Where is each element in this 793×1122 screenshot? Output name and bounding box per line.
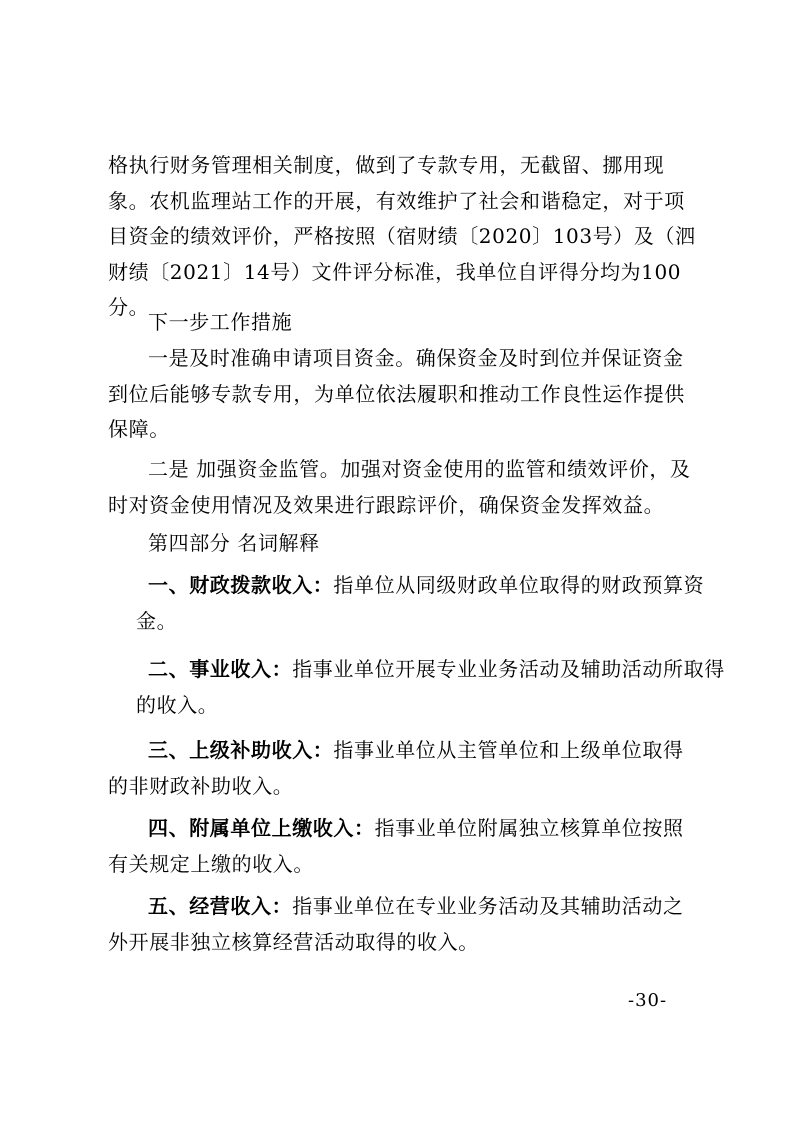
definition-text: 指单位从同级财政单位取得的财政预算资金。 — [136, 573, 705, 633]
section-heading-glossary: 第四部分 名词解释 — [148, 531, 320, 555]
definition-text: 指事业单位附属独立核算单位按照有关规定上缴的收入。 — [108, 816, 684, 876]
definition-item — [108, 889, 698, 960]
definition-term: 五、经营收入： — [148, 894, 293, 918]
section-heading-next-steps: 下一步工作措施 — [148, 310, 293, 334]
definition-item — [108, 568, 726, 639]
paragraph-performance-summary: 格执行财务管理相关制度，做到了专款专用，无截留、挪用现象。农机监理站工作的开展，有效维护了社会和谐稳定，对于项目资金的绩效评价，严格按照（宿财绩〔2020〕103号）及（泗财绩〔2021〕14号）文件评分标准，我单位自评得分均为100分。 — [108, 153, 696, 319]
definition-item — [108, 652, 726, 723]
definition-item — [108, 733, 698, 804]
definition-term: 一、财政拨款收入： — [148, 573, 334, 597]
paragraph-measure-two: 二是 加强资金监管。加强对资金使用的监管和绩效评价，及时对资金使用情况及效果进行跟踪评价，确保资金发挥效益。 — [108, 457, 691, 517]
definition-item — [108, 811, 698, 882]
paragraph-measure-one: 一是及时准确申请项目资金。确保资金及时到位并保证资金到位后能够专款专用，为单位依法履职和推动工作良性运作提供保障。 — [108, 346, 685, 441]
definition-text: 指事业单位从主管单位和上级单位取得的非财政补助收入。 — [108, 738, 684, 798]
definition-text: 指事业单位开展专业业务活动及辅助活动所取得的收入。 — [136, 657, 725, 717]
definition-term: 三、上级补助收入： — [148, 738, 334, 762]
definition-text: 指事业单位在专业业务活动及其辅助活动之外开展非独立核算经营活动取得的收入。 — [108, 894, 684, 954]
definition-term: 二、事业收入： — [148, 657, 293, 681]
definition-term: 四、附属单位上缴收入： — [148, 816, 375, 840]
page-number: -30- — [628, 990, 668, 1011]
